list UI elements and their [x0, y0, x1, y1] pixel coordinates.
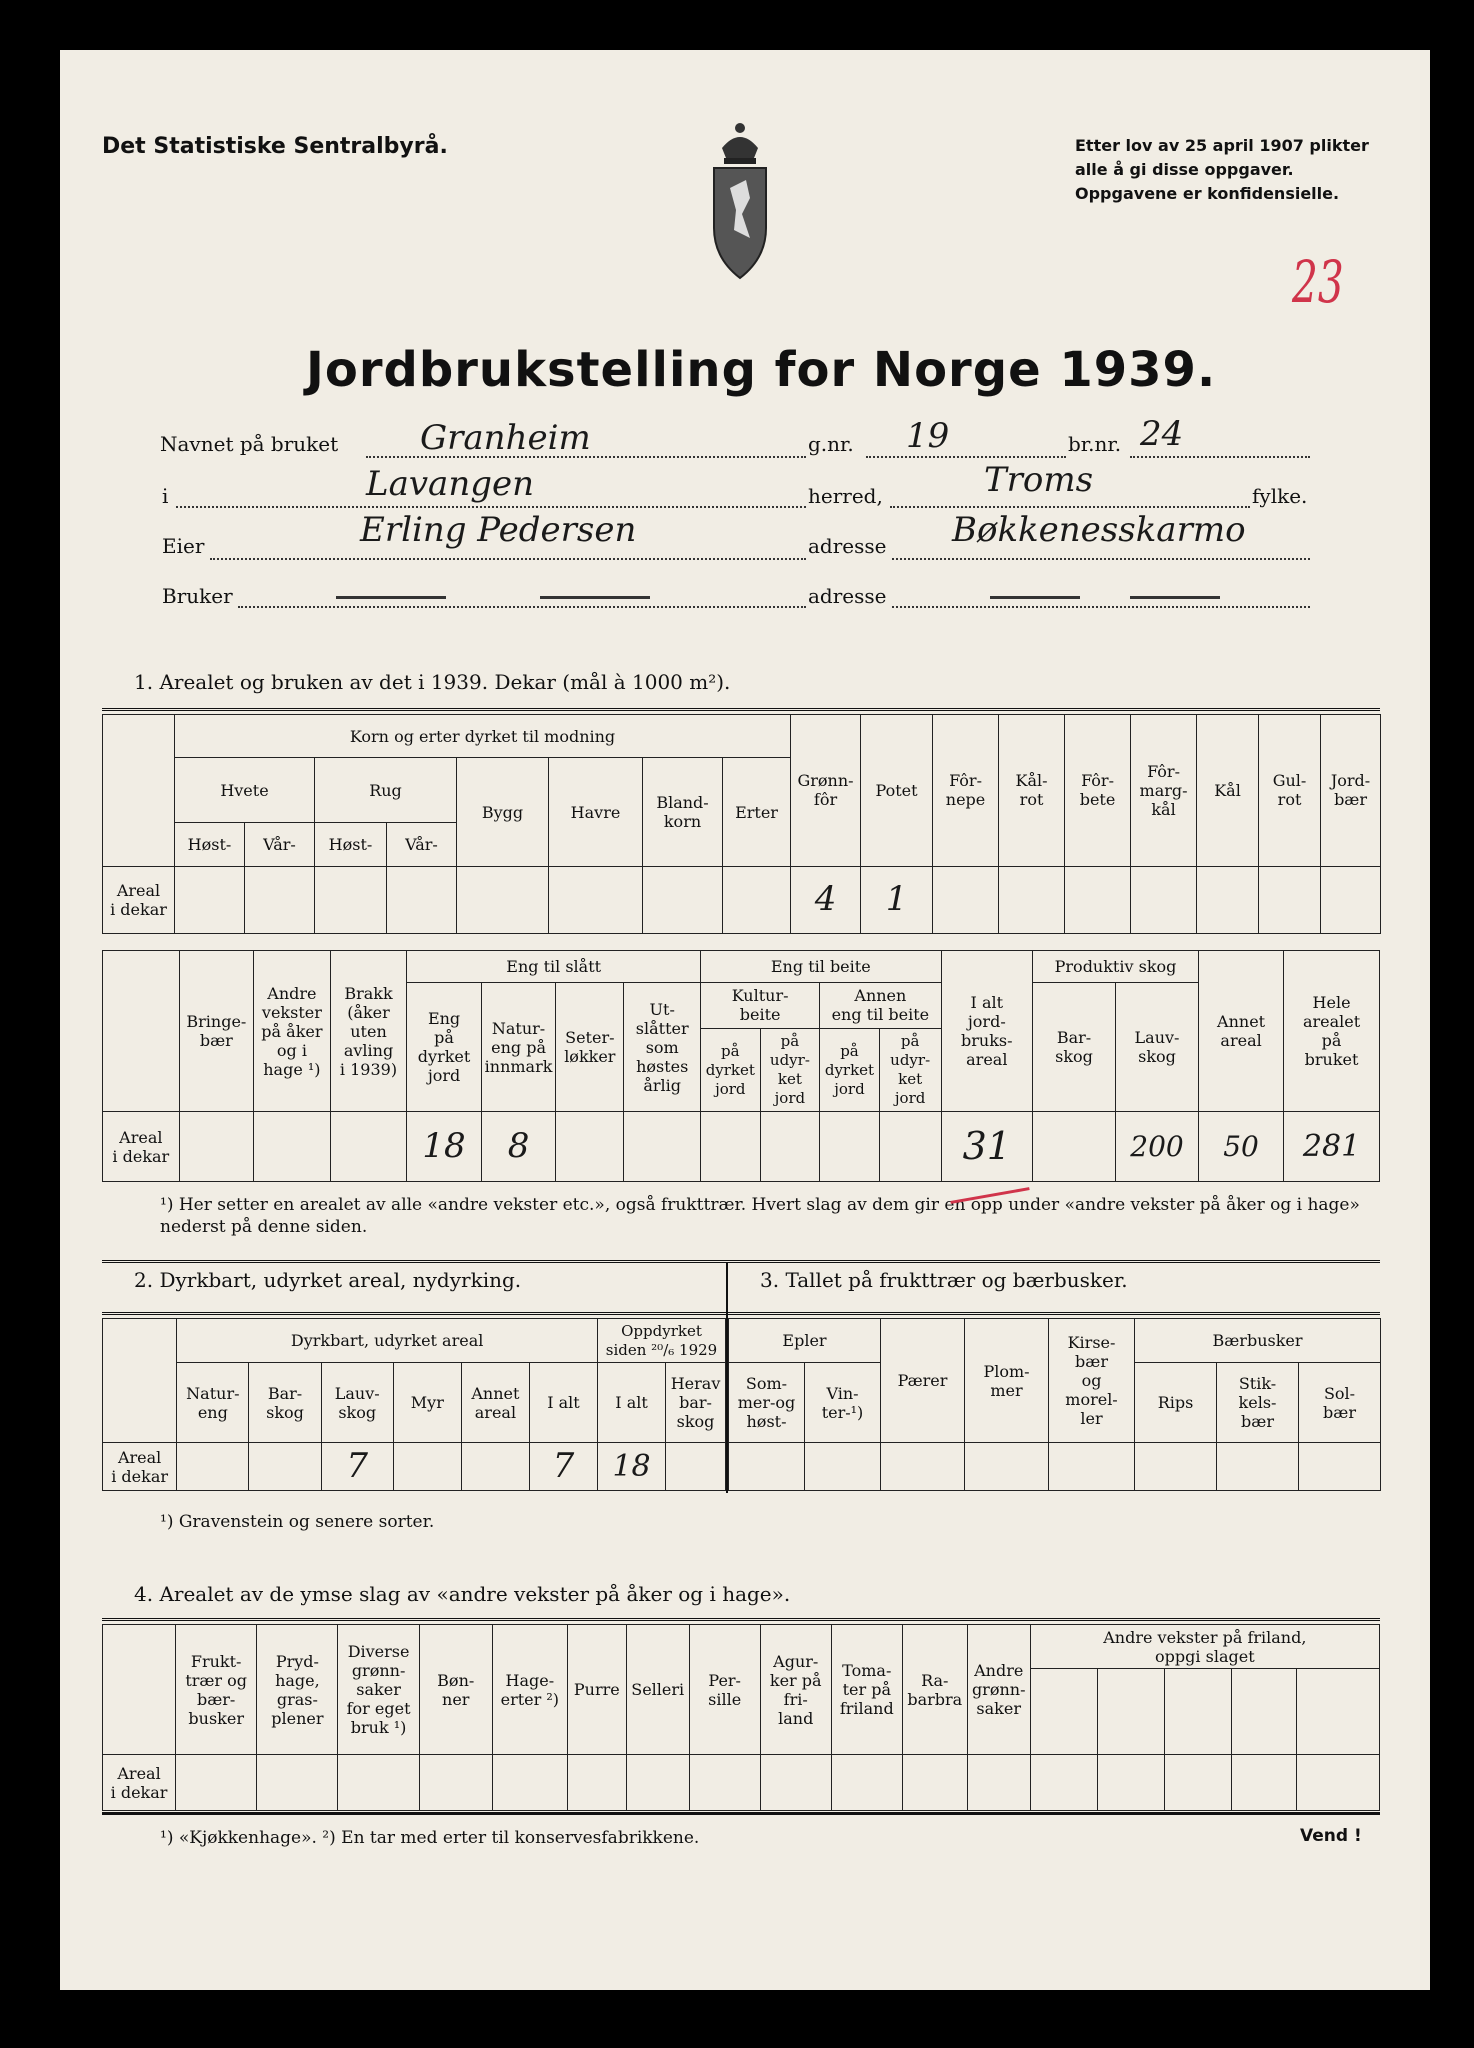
- crop-table: [102, 714, 1381, 934]
- cultivation-table: [102, 1318, 726, 1491]
- annet-areal-value[interactable]: 50: [1199, 1112, 1284, 1182]
- cell[interactable]: [879, 1112, 941, 1182]
- purre-header: Purre: [567, 1625, 626, 1755]
- cell[interactable]: [1097, 1755, 1164, 1811]
- dyrkbart-header: Dyrkbart, udyrket areal: [177, 1319, 598, 1363]
- forbete-header: Fôr- bete: [1065, 715, 1131, 867]
- herav-barskog-header: Herav bar- skog: [666, 1363, 726, 1443]
- cell[interactable]: [461, 1443, 529, 1491]
- form-title: Jordbrukstelling for Norge 1939.: [306, 342, 1217, 398]
- cell[interactable]: [338, 1755, 419, 1811]
- section-2-heading: 2. Dyrkbart, udyrket areal, nydyrking.: [134, 1268, 522, 1292]
- cell[interactable]: [933, 866, 999, 933]
- andre-gronnsaker-header: Andre grønn- saker: [967, 1625, 1030, 1755]
- lauvskog-value[interactable]: 200: [1116, 1112, 1199, 1182]
- cell[interactable]: [626, 1755, 689, 1811]
- rug-header: Rug: [315, 758, 457, 823]
- blank-header: [1231, 1669, 1296, 1755]
- bonner-header: Bøn- ner: [419, 1625, 492, 1755]
- rug-host-header: Høst-: [315, 823, 387, 866]
- cell[interactable]: [315, 866, 387, 933]
- cell[interactable]: [689, 1755, 760, 1811]
- kirsebaer-header: Kirse- bær og morel- ler: [1049, 1319, 1135, 1443]
- empty-corner: [103, 715, 175, 867]
- farm-name-value: Granheim: [420, 418, 591, 458]
- naturleng-header: Natur- eng på innmark: [481, 982, 555, 1112]
- gronnfor-header: Grønn- fôr: [791, 715, 861, 867]
- cell[interactable]: [393, 1443, 461, 1491]
- i-alt-value[interactable]: 7: [529, 1443, 597, 1491]
- blandkorn-header: Bland- korn: [643, 758, 723, 866]
- annet-areal-header: Annet areal: [1199, 951, 1284, 1112]
- bygg-header: Bygg: [457, 758, 549, 866]
- cell[interactable]: [1217, 1443, 1299, 1491]
- user-address-label: adresse: [808, 584, 887, 608]
- cell[interactable]: [1049, 1443, 1135, 1491]
- seter-header: Seter- løkker: [556, 982, 624, 1112]
- brakk-header: Brakk (åker uten avling i 1939): [330, 951, 407, 1112]
- kultur-dyrket-header: på dyrket jord: [701, 1029, 761, 1112]
- agency-name: Det Statistiske Sentralbyrå.: [102, 134, 448, 159]
- cell[interactable]: [245, 866, 315, 933]
- farm-name-label: Navnet på bruket: [160, 432, 339, 456]
- lauvskog-header: Lauv- skog: [1116, 982, 1199, 1112]
- user-address-dash: [990, 596, 1080, 599]
- empty-corner: [103, 1625, 176, 1755]
- municipality-value: Lavangen: [366, 464, 535, 504]
- fylke-label: fylke.: [1252, 484, 1308, 508]
- hageerter-header: Hage- erter ²): [492, 1625, 567, 1755]
- cell[interactable]: [666, 1443, 726, 1491]
- cell[interactable]: [999, 866, 1065, 933]
- cell[interactable]: [965, 1443, 1049, 1491]
- selleri-header: Selleri: [626, 1625, 689, 1755]
- section-1-footnote: ¹) Her setter en arealet av alle «andre vekster etc.», også frukttrær. Hvert slag av dem gir en opp under «andre vekster på åker og i hage» nederst på denne siden.: [160, 1195, 1360, 1237]
- i-alt-header: I alt: [529, 1363, 597, 1443]
- kulturbeite-header: Kultur- beite: [701, 982, 820, 1028]
- gulrot-header: Gul- rot: [1259, 715, 1321, 867]
- owner-value: Erling Pedersen: [360, 510, 637, 550]
- cell[interactable]: [729, 1443, 805, 1491]
- cell[interactable]: [179, 1112, 253, 1182]
- cell[interactable]: [556, 1112, 624, 1182]
- legal-notice-line: Oppgavene er konfidensielle.: [1075, 184, 1340, 203]
- frukttraer-header: Frukt- trær og bær- busker: [176, 1625, 257, 1755]
- cell[interactable]: [820, 1112, 880, 1182]
- persille-header: Per- sille: [689, 1625, 760, 1755]
- potet-header: Potet: [861, 715, 933, 867]
- cell[interactable]: [967, 1755, 1030, 1811]
- kal-header: Kål: [1197, 715, 1259, 867]
- oppdyrket-header: Oppdyrket siden ²⁰/₆ 1929: [598, 1319, 726, 1363]
- owner-address-label: adresse: [808, 534, 887, 558]
- eng-slatt-header: Eng til slått: [407, 951, 701, 983]
- section-3-footnote: ¹) Gravenstein og senere sorter.: [160, 1512, 435, 1532]
- gronnfor-value[interactable]: 4: [791, 866, 861, 933]
- section-4-footnote: ¹) «Kjøkkenhage». ²) En tar med erter til konservesfabrikkene.: [160, 1828, 700, 1848]
- cell[interactable]: [831, 1755, 902, 1811]
- user-label: Bruker: [162, 584, 233, 608]
- cell[interactable]: [723, 866, 791, 933]
- rabarbra-header: Ra- barbra: [902, 1625, 967, 1755]
- bringebaer-header: Bringe- bær: [179, 951, 253, 1112]
- i-alt-value[interactable]: 31: [941, 1112, 1033, 1182]
- owner-label: Eier: [162, 534, 205, 558]
- natureng-header: Natur- eng: [177, 1363, 249, 1443]
- cell[interactable]: [881, 1443, 965, 1491]
- section-3-heading: 3. Tallet på frukttrær og bærbusker.: [760, 1268, 1128, 1292]
- row-label: Areal i dekar: [103, 1755, 176, 1811]
- cell[interactable]: [1197, 866, 1259, 933]
- legal-notice: [1075, 134, 1369, 206]
- cell[interactable]: [1321, 866, 1381, 933]
- user-address-dash: [1130, 596, 1220, 599]
- rips-header: Rips: [1135, 1363, 1217, 1443]
- gnr-label: g.nr.: [808, 432, 854, 456]
- cell[interactable]: [330, 1112, 407, 1182]
- cell[interactable]: [1299, 1443, 1381, 1491]
- archive-number: 23: [1292, 248, 1344, 316]
- hele-arealet-value[interactable]: 281: [1284, 1112, 1380, 1182]
- brnr-label: br.nr.: [1068, 432, 1122, 456]
- hele-arealet-header: Hele arealet på bruket: [1284, 951, 1380, 1112]
- herred-label: herred,: [808, 484, 883, 508]
- cell[interactable]: [1065, 866, 1131, 933]
- fornepe-header: Fôr- nepe: [933, 715, 999, 867]
- owner-address-value: Bøkkenesskarmo: [952, 510, 1246, 550]
- solbaer-header: Sol- bær: [1299, 1363, 1381, 1443]
- andre-vekster-header: Andre vekster på åker og i hage ¹): [254, 951, 331, 1112]
- i-alt-header: I alt jord- bruks- areal: [941, 951, 1033, 1112]
- blank-header: [1097, 1669, 1164, 1755]
- prydhage-header: Pryd- hage, gras- plener: [257, 1625, 338, 1755]
- hvete-header: Hvete: [175, 758, 315, 823]
- cell[interactable]: [457, 866, 549, 933]
- empty-corner: [103, 951, 180, 1112]
- cell[interactable]: [760, 1755, 831, 1811]
- cell[interactable]: [549, 866, 643, 933]
- cell[interactable]: [1296, 1755, 1379, 1811]
- naturleng-value[interactable]: 8: [481, 1112, 555, 1182]
- empty-corner: [103, 1319, 177, 1443]
- cell[interactable]: [1135, 1443, 1217, 1491]
- kultur-udyrket-header: på udyr- ket jord: [760, 1029, 820, 1112]
- eng-dyrket-header: Eng på dyrket jord: [407, 982, 481, 1112]
- other-crops-table: [102, 1624, 1380, 1811]
- cell[interactable]: [492, 1755, 567, 1811]
- cell[interactable]: [805, 1443, 881, 1491]
- annet-areal-header: Annet areal: [461, 1363, 529, 1443]
- section-4-heading: 4. Arealet av de ymse slag av «andre vekster på åker og i hage».: [134, 1582, 791, 1606]
- row-label: Areal i dekar: [103, 866, 175, 933]
- vinter-header: Vin- ter-¹): [805, 1363, 881, 1443]
- cell[interactable]: [1259, 866, 1321, 933]
- formargkal-header: Fôr- marg- kål: [1131, 715, 1197, 867]
- cell[interactable]: [177, 1443, 249, 1491]
- cell[interactable]: [254, 1112, 331, 1182]
- barskog-header: Bar- skog: [249, 1363, 321, 1443]
- cell[interactable]: [257, 1755, 338, 1811]
- cell[interactable]: [387, 866, 457, 933]
- baerbusker-header: Bærbusker: [1135, 1319, 1381, 1363]
- annen-dyrket-header: på dyrket jord: [820, 1029, 880, 1112]
- andre-friland-header: Andre vekster på friland, oppgi slaget: [1030, 1625, 1379, 1669]
- cell[interactable]: [567, 1755, 626, 1811]
- erter-header: Erter: [723, 758, 791, 866]
- sommer-header: Som- mer-og høst-: [729, 1363, 805, 1443]
- cell[interactable]: [1131, 866, 1197, 933]
- cell[interactable]: [1033, 1112, 1116, 1182]
- utslatter-header: Ut- slåtter som høstes årlig: [624, 982, 701, 1112]
- oppdyrket-i-alt-header: I alt: [598, 1363, 666, 1443]
- fruit-tree-table: [728, 1318, 1381, 1491]
- land-use-table: [102, 950, 1380, 1182]
- i-label: i: [162, 484, 169, 508]
- blank-header: [1030, 1669, 1097, 1755]
- section-1-heading: 1. Arealet og bruken av det i 1939. Dekar (mål à 1000 m²).: [134, 670, 731, 694]
- cell[interactable]: [701, 1112, 761, 1182]
- eng-dyrket-value[interactable]: 18: [407, 1112, 481, 1182]
- myr-header: Myr: [393, 1363, 461, 1443]
- eng-beite-header: Eng til beite: [701, 951, 942, 983]
- blank-header: [1164, 1669, 1231, 1755]
- jordbaer-header: Jord- bær: [1321, 715, 1381, 867]
- lauvskog-value[interactable]: 7: [321, 1443, 393, 1491]
- cell[interactable]: [624, 1112, 701, 1182]
- blank-header: [1296, 1669, 1379, 1755]
- barskog-header: Bar- skog: [1033, 982, 1116, 1112]
- diverse-header: Diverse grønn- saker for eget bruk ¹): [338, 1625, 419, 1755]
- cell[interactable]: [1231, 1755, 1296, 1811]
- cell[interactable]: [760, 1112, 820, 1182]
- kalrot-header: Kål- rot: [999, 715, 1065, 867]
- paerer-header: Pærer: [881, 1319, 965, 1443]
- lauvskog-header: Lauv- skog: [321, 1363, 393, 1443]
- annen-eng-header: Annen eng til beite: [820, 982, 941, 1028]
- agurker-header: Agur- ker på fri- land: [760, 1625, 831, 1755]
- potet-value[interactable]: 1: [861, 866, 933, 933]
- cell[interactable]: [643, 866, 723, 933]
- cell[interactable]: [176, 1755, 257, 1811]
- annen-udyrket-header: på udyr- ket jord: [879, 1029, 941, 1112]
- cell[interactable]: [1030, 1755, 1097, 1811]
- oppdyrket-value[interactable]: 18: [598, 1443, 666, 1491]
- cell[interactable]: [902, 1755, 967, 1811]
- brnr-value: 24: [1140, 414, 1184, 454]
- havre-header: Havre: [549, 758, 643, 866]
- rug-var-header: Vår-: [387, 823, 457, 866]
- cell[interactable]: [1164, 1755, 1231, 1811]
- plommer-header: Plom- mer: [965, 1319, 1049, 1443]
- cell[interactable]: [419, 1755, 492, 1811]
- gnr-value: 19: [906, 416, 950, 456]
- cell[interactable]: [175, 866, 245, 933]
- cell[interactable]: [249, 1443, 321, 1491]
- legal-notice-line: Etter lov av 25 april 1907 plikter: [1075, 136, 1369, 155]
- hvete-host-header: Høst-: [175, 823, 245, 866]
- row-label: Areal i dekar: [103, 1443, 177, 1491]
- turn-page-note: Vend !: [1300, 1826, 1362, 1846]
- legal-notice-line: alle å gi disse oppgaver.: [1075, 160, 1294, 179]
- produktiv-skog-header: Produktiv skog: [1033, 951, 1199, 983]
- bottom-rule: [102, 1812, 1380, 1815]
- user-dash: [540, 596, 650, 599]
- coat-of-arms-icon: [700, 118, 780, 284]
- row-label: Areal i dekar: [103, 1112, 180, 1182]
- stikkelsbaer-header: Stik- kels- bær: [1217, 1363, 1299, 1443]
- korn-header: Korn og erter dyrket til modning: [175, 715, 791, 758]
- county-value: Troms: [984, 460, 1094, 500]
- hvete-var-header: Vår-: [245, 823, 315, 866]
- tomater-header: Toma- ter på friland: [831, 1625, 902, 1755]
- epler-header: Epler: [729, 1319, 881, 1363]
- user-dash: [336, 596, 446, 599]
